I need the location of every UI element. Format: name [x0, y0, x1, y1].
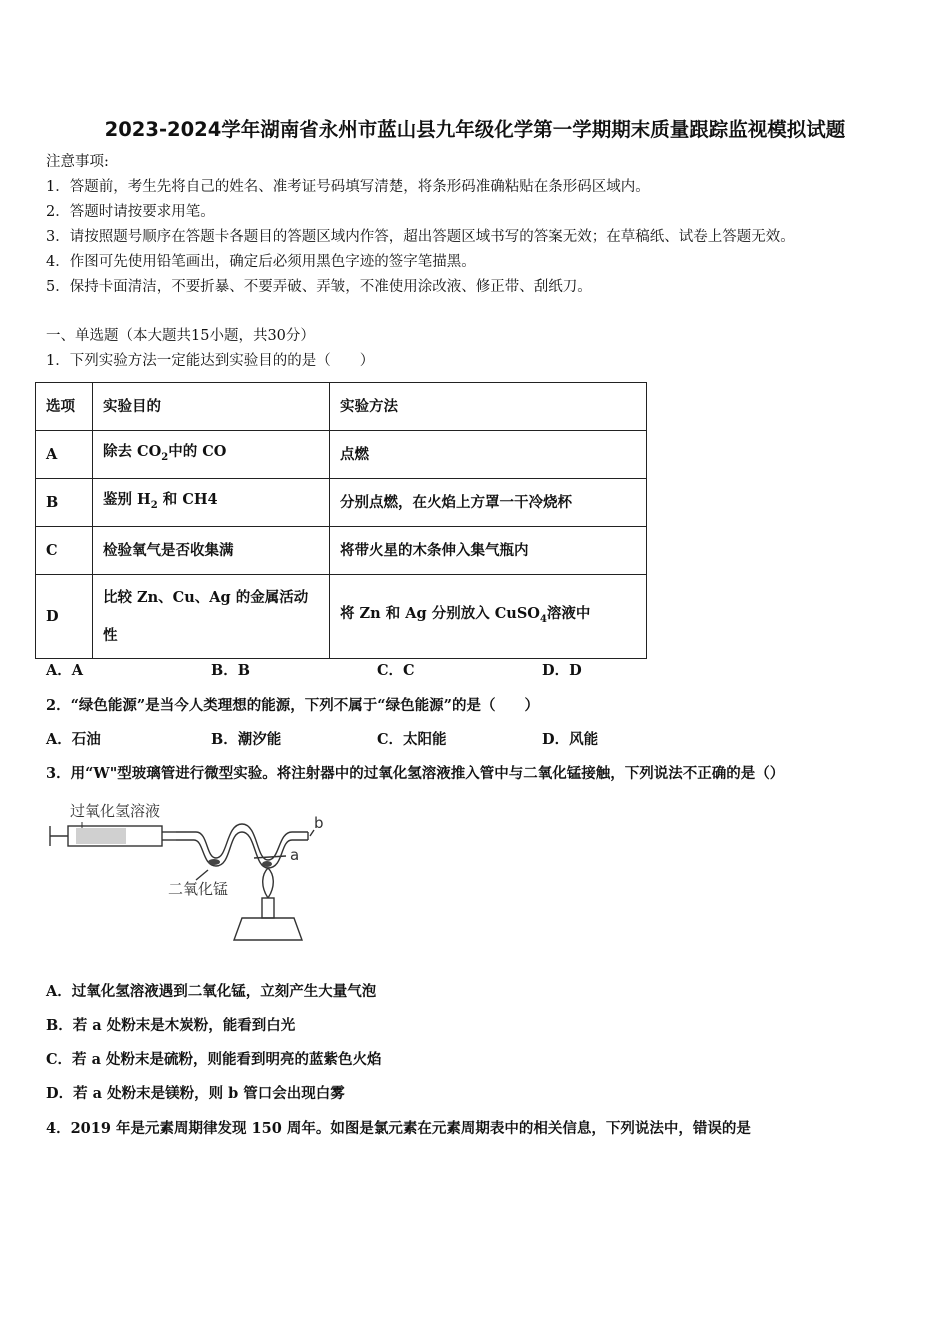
- row-method: 将带火星的木条伸入集气瓶内: [330, 527, 647, 575]
- q2-option-a[interactable]: A．石油: [46, 731, 101, 748]
- table-row: [36, 479, 647, 527]
- table-row: [36, 431, 647, 479]
- q2-option-c[interactable]: C．太阳能: [377, 731, 447, 748]
- header-method: 实验方法: [330, 383, 647, 431]
- q1-option-c[interactable]: C．C: [377, 662, 415, 679]
- manganese-dioxide-powder: [208, 859, 220, 865]
- q1-stem: 1．下列实验方法一定能达到实验目的的是（ ）: [46, 353, 375, 369]
- q2-stem: 2．“绿色能源”是当今人类理想的能源，下列不属于“绿色能源”的是（ ）: [46, 697, 539, 714]
- table-row: [36, 575, 647, 659]
- header-goal: 实验目的: [93, 383, 330, 431]
- notice-item-5: 5．保持卡面清洁，不要折暴、不要弄破、弄皱，不准使用涂改液、修正带、刮纸刀。: [46, 279, 592, 295]
- q3-stem: 3．用“W"型玻璃管进行微型实验。将注射器中的过氧化氢溶液推入管中与二氧化锰接触，下列说法不正确的是（）: [46, 765, 785, 782]
- row-method: 分别点燃，在火焰上方罩一干冷烧杯: [330, 479, 647, 527]
- row-goal: 除去 $CO_2$中的 CO: [93, 431, 330, 479]
- w-tube-apparatus-figure: [46, 798, 336, 943]
- notice-item-3: 3．请按照题号顺序在答题卡各题目的答题区域内作答，超出答题区域书写的答案无效；在草稿纸、试卷上答题无效。: [46, 229, 795, 245]
- row-goal: 比较 Zn、Cu、Ag 的金属活动 性: [93, 575, 330, 659]
- notice-item-2: 2．答题时请按要求用笔。: [46, 204, 215, 220]
- label-a: a: [290, 846, 300, 864]
- notice-item-4: 4．作图可先使用铅笔画出，确定后必须用黑色字迹的签字笔描黑。: [46, 254, 476, 270]
- table-header-row: [36, 383, 647, 431]
- label-b: b: [314, 814, 324, 832]
- q2-option-d[interactable]: D．风能: [542, 731, 599, 748]
- q4-stem: 4．2019 年是元素周期律发现 150 周年。如图是氯元素在元素周期表中的相关信息，下列说法中，错误的是: [46, 1120, 751, 1137]
- q1-table: [35, 382, 647, 659]
- q2-option-b[interactable]: B．潮汐能: [211, 731, 282, 748]
- q3-option-a[interactable]: A．过氧化氢溶液遇到二氧化锰，立刻产生大量气泡: [46, 983, 377, 1000]
- w-tube-lower: [176, 832, 308, 868]
- alcohol-lamp-body: [234, 918, 302, 940]
- section-heading: 一、单选题（本大题共15小题，共30分）: [46, 328, 315, 344]
- label-manganese-dioxide: 二氧化锰: [168, 880, 229, 898]
- row-option: A: [36, 431, 93, 479]
- row-method: 点燃: [330, 431, 647, 479]
- row-option: B: [36, 479, 93, 527]
- q1-option-a[interactable]: A．A: [46, 662, 84, 679]
- flame-icon: [263, 868, 274, 898]
- row-goal: 检验氧气是否收集满: [93, 527, 330, 575]
- notice-heading: 注意事项:: [46, 154, 109, 170]
- row-method: 将 Zn 和 Ag 分别放入 CuSO$_4$溶液中: [330, 575, 647, 659]
- row-option: D: [36, 575, 93, 659]
- q3-option-c[interactable]: C．若 a 处粉末是硫粉，则能看到明亮的蓝紫色火焰: [46, 1051, 382, 1068]
- header-option: 选项: [36, 383, 93, 431]
- q1-option-d[interactable]: D．D: [542, 662, 582, 679]
- q3-option-b[interactable]: B．若 a 处粉末是木炭粉，能看到白光: [46, 1017, 296, 1034]
- label-hydrogen-peroxide: 过氧化氢溶液: [70, 802, 161, 820]
- table-row: [36, 527, 647, 575]
- syringe-liquid: [76, 828, 126, 844]
- q1-option-b[interactable]: B．B: [211, 662, 251, 679]
- exam-title: 2023-2024学年湖南省永州市蓝山县九年级化学第一学期期末质量跟踪监视模拟试题: [104, 118, 846, 141]
- notice-item-1: 1．答题前，考生先将自己的姓名、准考证号码填写清楚，将条形码准确粘贴在条形码区域内。: [46, 179, 650, 195]
- q3-option-d[interactable]: D．若 a 处粉末是镁粉，则 b 管口会出现白雾: [46, 1085, 345, 1102]
- powder-a: [262, 861, 272, 867]
- row-goal: 鉴别 $H_2$ 和 CH4: [93, 479, 330, 527]
- row-option: C: [36, 527, 93, 575]
- alcohol-lamp-wick-holder: [262, 898, 274, 918]
